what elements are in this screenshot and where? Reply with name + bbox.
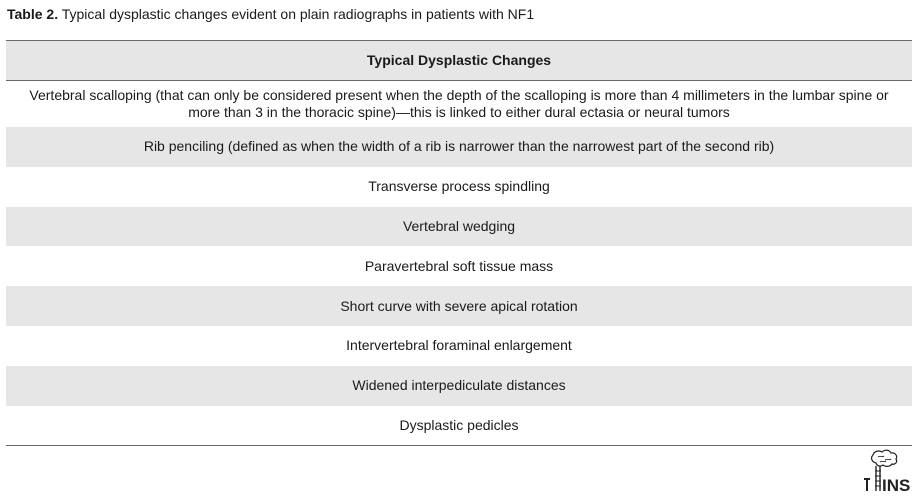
journal-logo-icon [858,449,916,493]
table-row: Vertebral wedging [6,207,912,247]
table-caption-text: Typical dysplastic changes evident on plain radiographs in patients with NF1 [58,6,535,22]
dysplastic-changes-table [6,40,912,446]
table-row: Short curve with severe apical rotation [6,286,912,326]
table-row: Vertebral scalloping (that can only be considered present when the depth of the scalloping is more than 4 millimeters in the lumbar spine or more than 3 in the thoracic spine)—this is linked to either dural ectasia or neural tumors [29,87,889,120]
table-row: Rib penciling (defined as when the width of a rib is narrower than the narrowest part of the second rib) [6,127,912,167]
table-row: Intervertebral foraminal enlargement [346,337,572,354]
table-row: Transverse process spindling [368,178,550,195]
table-row: Paravertebral soft tissue mass [364,257,554,274]
table-caption-label: Table 2. [7,6,59,22]
table-row: Dysplastic pedicles [399,416,519,433]
table-header: Typical Dysplastic Changes [6,41,912,81]
table-caption [7,5,534,23]
table-row: Widened interpediculate distances [6,366,912,406]
logo-text: INS [882,476,911,493]
